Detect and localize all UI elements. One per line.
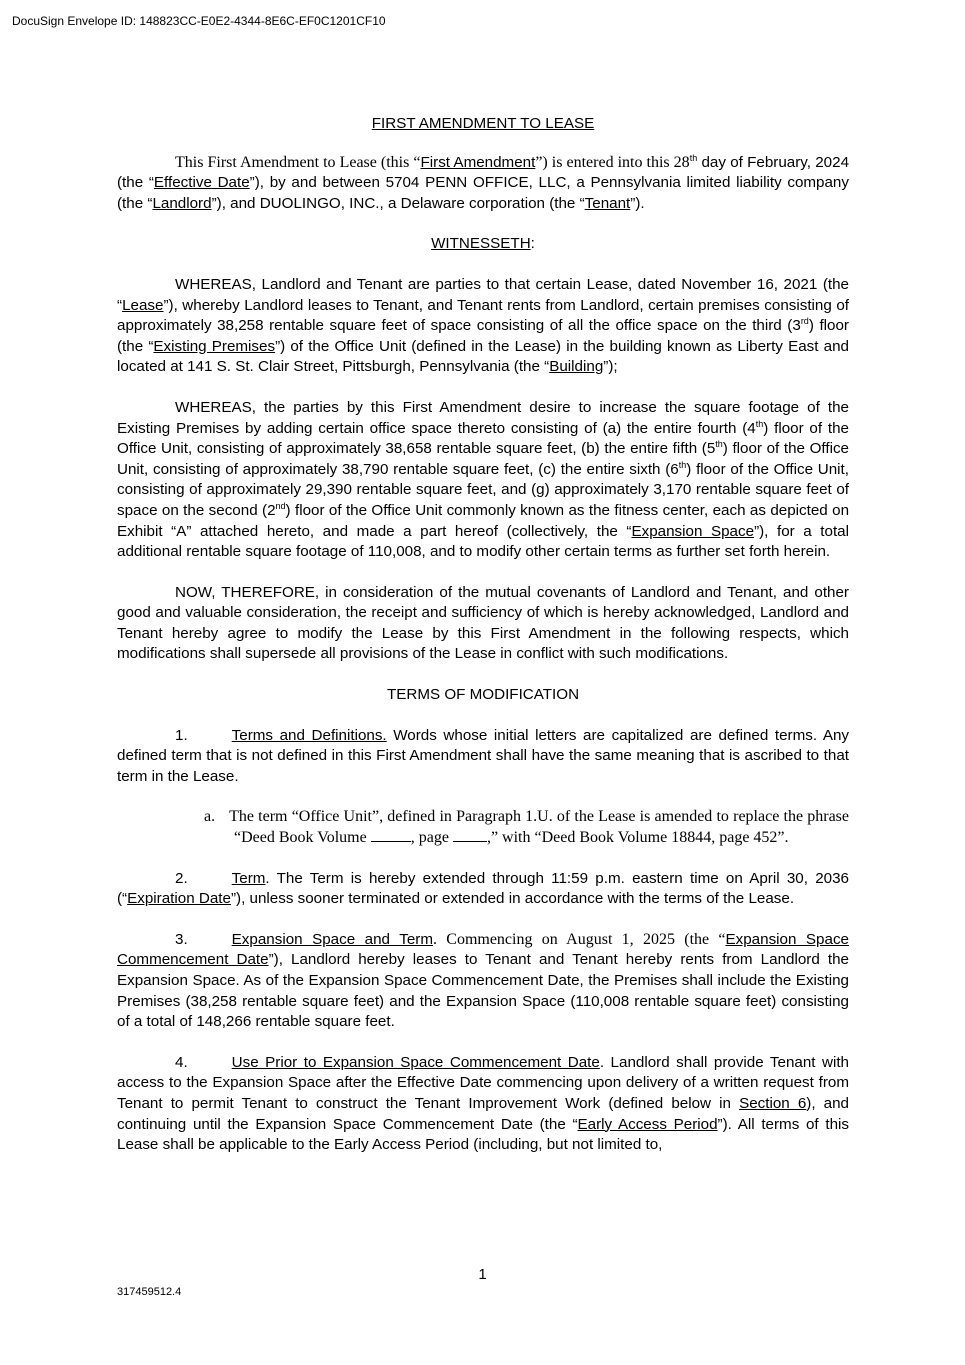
document-page	[117, 114, 849, 1156]
docusign-envelope-id: DocuSign Envelope ID: 148823CC-E0E2-4344-8E6C-EF0C1201CF10	[12, 14, 386, 28]
intro-text: ”).	[630, 194, 645, 212]
whereas-text: ) floor of the Office Unit, consisting of approximately 38,790 rentable square feet, (c) the entire sixth (6	[117, 440, 849, 478]
whereas-text: ) floor (the “	[117, 317, 849, 355]
whereas-text: WHEREAS, Landlord and Tenant are parties to that certain Lease, dated November 16, 2021 (the “	[117, 275, 849, 314]
section-text: . The Term is hereby extended through 11:59 p.m. eastern time on April 30, 2036 (“	[117, 869, 849, 908]
section-1	[117, 726, 849, 788]
blank-line	[371, 841, 411, 842]
defined-term-expansion-space: Expansion Space	[631, 522, 755, 540]
whereas-text: WHEREAS, the parties by this First Amendment desire to increase the square footage of the Existing Premises by adding certain office space thereto consisting of (a) the entire fourth (4	[117, 398, 849, 437]
section-number: 1.	[175, 726, 188, 744]
section-4	[117, 1053, 849, 1156]
section-number: 2.	[175, 869, 188, 887]
section-number: 3.	[175, 930, 188, 948]
defined-term-tenant: Tenant	[584, 194, 631, 212]
superscript: th	[715, 439, 723, 450]
section-text: . Commencing on August 1, 2025 (the “	[432, 930, 726, 948]
sub-text: The term “Office Unit”, defined in Paragraph 1.U. of the Lease is amended to replace the phrase “Deed Book Volume	[229, 808, 849, 847]
intro-paragraph	[117, 153, 849, 215]
defined-term-building: Building	[549, 358, 604, 376]
intro-text: This First Amendment to Lease (this “	[175, 153, 421, 171]
section-text: ”), unless sooner terminated or extended in accordance with the terms of the Lease.	[230, 890, 795, 908]
terms-heading: TERMS OF MODIFICATION	[386, 686, 580, 704]
section-text: ”). All terms of this Lease shall be applicable to the Early Access Period (including, but not limited to,	[117, 1115, 849, 1154]
now-therefore-paragraph: NOW, THEREFORE, in consideration of the mutual covenants of Landlord and Tenant, and other good and valuable consideration, the receipt and sufficiency of which is hereby acknowledged, Landlord and Tenant hereby agree to modify the Lease by this First Amendment in the following respects, which modifications shall supersede all provisions of the Lease in conflict with such modifications.	[117, 583, 849, 663]
whereas-text: ) floor of the Office Unit, consisting of approximately 38,658 rentable square feet, (b) the entire fifth (5	[117, 419, 850, 458]
page-number: 1	[478, 1266, 487, 1283]
document-title: FIRST AMENDMENT TO LEASE	[371, 115, 595, 132]
defined-term-landlord: Landlord	[152, 194, 212, 212]
document-id: 317459512.4	[117, 1286, 182, 1298]
sub-text: ,” with “Deed Book Volume 18844, page 452”.	[486, 829, 789, 847]
intro-text: ”), and DUOLINGO, INC., a Delaware corporation (the “	[211, 194, 585, 212]
whereas-text: ) floor of the Office Unit commonly known as the fitness center, each as depicted on Exhibit “A” attached hereto, and made a part hereof (collectively, the “	[117, 501, 850, 540]
section-text: . Landlord shall provide Tenant with access to the Expansion Space after the Effective Date commencing upon delivery of a written request from Tenant to permit Tenant to construct the Tenant Improvement Work (defined below in	[117, 1053, 850, 1112]
superscript: th	[678, 459, 687, 470]
section-2	[117, 869, 849, 910]
defined-term-effective-date: Effective Date	[153, 174, 250, 192]
section-heading: Term	[231, 869, 266, 887]
defined-term-early-access-period: Early Access Period	[577, 1115, 718, 1133]
whereas-text: ”) of the Office Unit (defined in the Lease) in the building known as Liberty East and located at 141 S. St. Clair Street, Pittsburgh, Pennsylvania (the “	[117, 337, 849, 376]
sub-label: a.	[204, 808, 216, 826]
defined-term-expansion-space-commencement-date: Expansion Space Commencement Date	[117, 930, 849, 969]
whereas-paragraph-1	[117, 275, 849, 378]
whereas-text: ”);	[603, 358, 618, 376]
intro-text: ”), by and between 5704 PENN OFFICE, LLC, a Pennsylvania limited liability company (the “	[117, 174, 849, 212]
section-reference: Section 6	[739, 1094, 807, 1112]
witnesseth-heading	[117, 234, 849, 255]
blank-line	[453, 841, 487, 842]
sub-text: , page	[410, 829, 453, 847]
section-text: Words whose initial letters are capitalized are defined terms. Any defined term that is not defined in this First Amendment shall have the same meaning that is ascribed to that term in the Lease.	[117, 726, 849, 785]
whereas-text: ”), whereby Landlord leases to Tenant, and Tenant rents from Landlord, certain premises consisting of approximately 38,258 rentable square feet of space consisting of all the office space on the third (3	[117, 296, 849, 335]
whereas-text: ”), for a total additional rentable square footage of 110,008, and to modify other certain terms as further set forth herein.	[117, 522, 850, 561]
section-text: ), and continuing until the Expansion Space Commencement Date (the “	[117, 1094, 850, 1133]
defined-term-expiration-date: Expiration Date	[127, 890, 231, 908]
witnesseth-label: WITNESSETH	[431, 235, 531, 253]
superscript: nd	[275, 500, 286, 511]
whereas-text: ) floor of the Office Unit, consisting of approximately 29,390 rentable square feet, and (g) approximately 3,170 rentable square feet of space on the second (2	[117, 460, 849, 519]
witnesseth-colon: :	[530, 235, 535, 253]
section-heading: Expansion Space and Term	[231, 930, 433, 948]
defined-term-first-amendment: First Amendment	[420, 153, 536, 171]
superscript: rd	[800, 316, 809, 327]
section-text: ”), Landlord hereby leases to Tenant and Tenant hereby rents from Landlord the Expansion Space. As of the Expansion Space Commencement Date, the Premises shall include the Existing Premises (38,258 rentable square feet) and the Expansion Space (110,008 rentable square feet) consisting of a total of 148,266 rentable square feet.	[117, 951, 849, 1031]
section-1a	[204, 807, 849, 848]
intro-text: ”) is entered into this 28	[535, 153, 690, 171]
section-heading: Terms and Definitions.	[231, 726, 387, 744]
section-heading: Use Prior to Expansion Space Commencement Date	[231, 1053, 600, 1071]
section-number: 4.	[175, 1053, 188, 1071]
section-3	[117, 930, 849, 1033]
defined-term-lease: Lease	[122, 296, 164, 314]
superscript: th	[689, 152, 698, 163]
whereas-paragraph-2	[117, 398, 849, 563]
intro-text: day of February, 2024 (the “	[117, 153, 850, 192]
superscript: th	[755, 418, 764, 429]
defined-term-existing-premises: Existing Premises	[153, 337, 276, 355]
